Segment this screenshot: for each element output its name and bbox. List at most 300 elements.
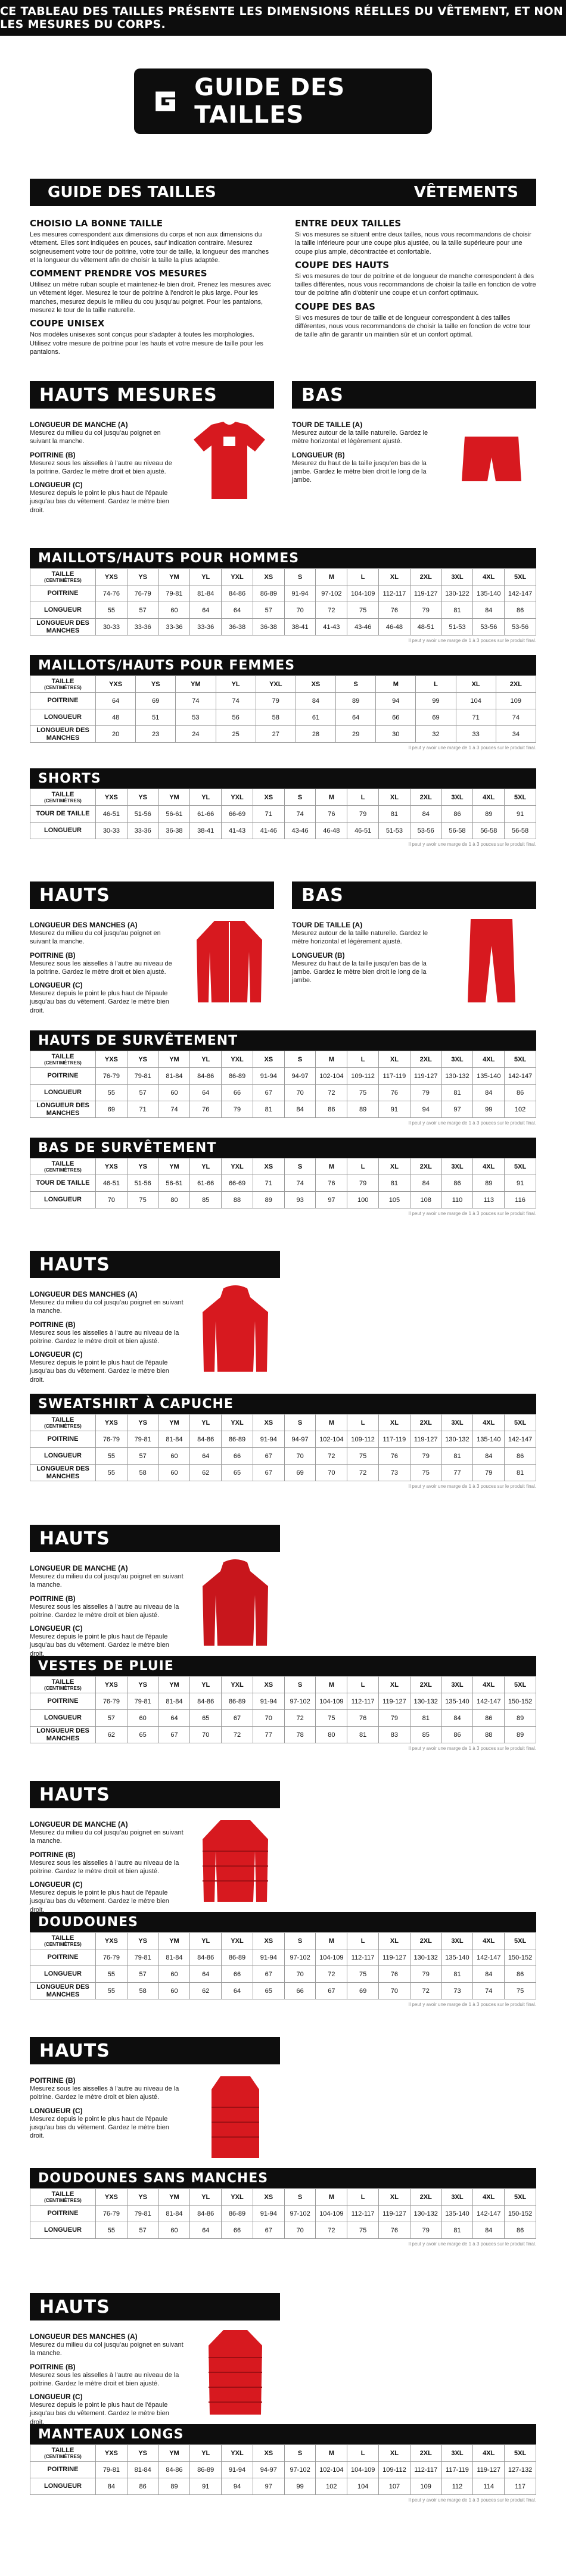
illustration-hoodie — [30, 1251, 280, 1384]
size-value: 70 — [284, 1448, 316, 1465]
size-value: 72 — [347, 1465, 379, 1481]
size-value: 75 — [410, 1465, 441, 1481]
size-value: 64 — [190, 1448, 222, 1465]
size-header: M — [316, 1051, 347, 1068]
size-table — [30, 2424, 536, 2503]
size-value: 70 — [284, 602, 316, 619]
section-label: HAUTS — [30, 1781, 280, 1808]
measure-desc: Mesurez du milieu du col jusqu'au poignet en suivant la manche. — [30, 930, 161, 946]
intro-right-title: VÊTEMENTS — [413, 183, 518, 201]
size-header: XS — [253, 1051, 284, 1068]
measure-desc: Mesurez du haut de la taille jusqu'en bas de la jambe. Gardez le mètre bien droit le long de la jambe. — [292, 459, 427, 484]
size-value: 60 — [158, 1465, 190, 1481]
size-header: 2XL — [410, 2445, 441, 2462]
size-header: 4XL — [473, 1051, 505, 1068]
section-label: HAUTS — [30, 881, 274, 909]
size-value: 86 — [441, 806, 473, 823]
tshirt-icon — [185, 416, 274, 505]
size-value: 81-84 — [158, 1949, 190, 1966]
size-value: 76-79 — [96, 1949, 127, 1966]
size-value: 79-81 — [127, 1068, 158, 1085]
measure-desc: Mesurez depuis le point le plus haut de l'épaule jusqu'au bas du vêtement. Gardez le mètre bien droit. — [30, 990, 169, 1014]
size-value: 86 — [473, 1710, 505, 1727]
size-value: 58 — [256, 709, 296, 726]
unit-label: (CENTIMÈTRES) — [44, 1942, 82, 1947]
size-value: 84-86 — [190, 1068, 222, 1085]
rain-jacket-icon — [191, 1559, 280, 1649]
measure-title: POITRINE (B) — [30, 450, 76, 459]
size-value: 70 — [316, 1465, 347, 1481]
size-value: 99 — [284, 2478, 316, 2495]
size-header: YXL — [222, 1677, 253, 1693]
size-value: 117-119 — [441, 2462, 473, 2478]
logo-band — [0, 36, 566, 167]
size-value: 112 — [441, 2478, 473, 2495]
size-value: 38-41 — [190, 823, 222, 839]
intro-right-col — [295, 214, 536, 356]
measure-desc: Mesurez depuis le point le plus haut de l'épaule jusqu'au bas du vêtement. Gardez le mètre bien droit. — [30, 1633, 169, 1658]
size-value: 72 — [284, 1710, 316, 1727]
size-value: 79-81 — [127, 2206, 158, 2222]
size-value: 104-109 — [316, 1693, 347, 1710]
intro-paragraph: Nos modèles unisexes sont conçus pour s'adapter à toutes les morphologies. Utilisez votre mesure de poitrine pour les hauts et votre mesure de taille pour les pantalons. — [30, 331, 263, 356]
unit-label: (CENTIMÈTRES) — [44, 1686, 82, 1691]
measure-title: LONGUEUR (B) — [292, 951, 345, 960]
size-table — [30, 2168, 536, 2247]
size-header-label — [30, 1677, 96, 1693]
measure-desc: Mesurez du milieu du col jusqu'au poignet en suivant la manche. — [30, 1829, 184, 1845]
illustration-puffer — [30, 1781, 280, 1914]
size-value: 66-69 — [222, 806, 253, 823]
size-value: 27 — [256, 726, 296, 743]
size-value: 84-86 — [190, 1431, 222, 1448]
table-row — [30, 619, 536, 636]
table-row — [30, 1085, 536, 1101]
size-grid — [30, 789, 536, 839]
taille-label: TAILLE — [51, 2191, 74, 2198]
measure-title: LONGUEUR (B) — [292, 450, 345, 459]
table-row — [30, 1448, 536, 1465]
size-value: 74 — [158, 1101, 190, 1118]
size-value: 84-86 — [158, 2462, 190, 2478]
size-header: 5XL — [505, 2189, 536, 2206]
logo — [134, 68, 432, 134]
size-header: 2XL — [410, 2189, 441, 2206]
size-value: 79 — [379, 1710, 410, 1727]
size-value: 67 — [253, 1465, 284, 1481]
size-value: 64 — [96, 693, 136, 709]
size-value: 119-127 — [379, 1693, 410, 1710]
intro-heading: COUPE DES HAUTS — [295, 259, 390, 270]
size-value: 46-51 — [96, 1175, 127, 1192]
size-value: 88 — [473, 1727, 505, 1743]
size-value: 150-152 — [505, 2206, 536, 2222]
size-value: 104-109 — [347, 2462, 379, 2478]
size-header: 3XL — [441, 1677, 473, 1693]
size-value: 119-127 — [410, 1068, 441, 1085]
row-label: POITRINE — [30, 1431, 96, 1448]
measure-desc: Mesurez sous les aisselles à l'autre au niveau de la poitrine. Gardez le mètre droit et bien ajusté. — [30, 2085, 179, 2101]
table-row — [30, 709, 536, 726]
size-header: XL — [379, 1415, 410, 1431]
size-value: 56 — [216, 709, 256, 726]
size-value: 85 — [190, 1192, 222, 1208]
size-value: 76-79 — [96, 1431, 127, 1448]
size-value: 86-89 — [222, 2206, 253, 2222]
size-value: 119-127 — [473, 2462, 505, 2478]
size-header: 4XL — [473, 2445, 505, 2462]
size-value: 57 — [96, 1710, 127, 1727]
size-value: 83 — [379, 1727, 410, 1743]
size-value: 33-36 — [190, 619, 222, 636]
size-value: 84 — [441, 1710, 473, 1727]
size-header: 3XL — [441, 1158, 473, 1175]
size-header: 3XL — [441, 2189, 473, 2206]
size-value: 48 — [96, 709, 136, 726]
row-label: LONGUEUR — [30, 602, 96, 619]
measure-desc: Mesurez sous les aisselles à l'autre au niveau de la poitrine. Gardez le mètre droit et bien ajusté. — [30, 2371, 179, 2387]
size-header: 5XL — [505, 1933, 536, 1949]
size-value: 117 — [505, 2478, 536, 2495]
size-value: 119-127 — [379, 1949, 410, 1966]
size-header: L — [347, 1158, 379, 1175]
table-title: MAILLOTS/HAUTS POUR HOMMES — [30, 548, 536, 568]
taille-label: TAILLE — [51, 791, 74, 798]
table-title: DOUDOUNES SANS MANCHES — [30, 2168, 536, 2188]
size-value: 30-33 — [96, 823, 127, 839]
table-header-row — [30, 2445, 536, 2462]
size-value: 69 — [284, 1465, 316, 1481]
size-value: 72 — [316, 602, 347, 619]
size-value: 66 — [284, 1983, 316, 1999]
unit-label: (CENTIMÈTRES) — [44, 2454, 82, 2459]
table-header-row — [30, 1051, 536, 1068]
size-header: XS — [253, 1158, 284, 1175]
size-header: 3XL — [441, 1415, 473, 1431]
size-value: 57 — [127, 602, 158, 619]
size-value: 53-56 — [473, 619, 505, 636]
size-header: 2XL — [410, 1677, 441, 1693]
size-value: 72 — [410, 1983, 441, 1999]
size-header: YS — [127, 569, 158, 585]
size-value: 79 — [256, 693, 296, 709]
size-value: 64 — [190, 1085, 222, 1101]
size-value: 36-38 — [222, 619, 253, 636]
size-value: 74 — [284, 806, 316, 823]
size-grid — [30, 1676, 536, 1743]
size-value: 20 — [96, 726, 136, 743]
size-value: 67 — [253, 1966, 284, 1983]
size-header: YS — [127, 1415, 158, 1431]
size-value: 57 — [127, 1966, 158, 1983]
size-value: 36-38 — [253, 619, 284, 636]
size-header: YL — [190, 1415, 222, 1431]
size-header: YXS — [96, 1051, 127, 1068]
table-header-row — [30, 1415, 536, 1431]
size-header: 3XL — [441, 569, 473, 585]
pants-icon — [447, 916, 536, 1005]
size-header: XS — [253, 1415, 284, 1431]
margin-footnote: Il peut y avoir une marge de 1 à 3 pouces sur le produit final. — [408, 2497, 536, 2503]
row-label: POITRINE — [30, 2462, 96, 2478]
size-value: 79 — [410, 2222, 441, 2239]
gilet-icon — [191, 2072, 280, 2161]
size-value: 84-86 — [190, 1693, 222, 1710]
size-value: 104 — [456, 693, 496, 709]
size-value: 84 — [473, 602, 505, 619]
size-value: 61-66 — [190, 806, 222, 823]
size-value: 86-89 — [190, 2462, 222, 2478]
puffer-jacket-icon — [191, 1815, 280, 1905]
table-row — [30, 1431, 536, 1448]
measure-desc: Mesurez sous les aisselles à l'autre au niveau de la poitrine. Gardez le mètre droit et bien ajusté. — [30, 960, 172, 976]
size-header: M — [316, 1933, 347, 1949]
size-header: YXL — [222, 569, 253, 585]
measure-desc: Mesurez depuis le point le plus haut de l'épaule jusqu'au bas du vêtement. Gardez le mètre bien droit. — [30, 490, 169, 514]
size-value: 76 — [316, 1175, 347, 1192]
row-label: LONGUEUR — [30, 1085, 96, 1101]
size-header: S — [284, 1158, 316, 1175]
size-header: YXL — [222, 2189, 253, 2206]
size-value: 74-76 — [96, 585, 127, 602]
size-value: 64 — [222, 602, 253, 619]
size-header: YXS — [96, 1415, 127, 1431]
size-value: 46-48 — [379, 619, 410, 636]
size-value: 79 — [410, 1966, 441, 1983]
size-value: 91 — [505, 1175, 536, 1192]
size-header: YXL — [222, 2445, 253, 2462]
taille-label: TAILLE — [51, 1935, 74, 1942]
size-value: 64 — [158, 1710, 190, 1727]
size-value: 38-41 — [284, 619, 316, 636]
size-value: 23 — [136, 726, 176, 743]
size-value: 70 — [284, 2222, 316, 2239]
measure-desc: Mesurez depuis le point le plus haut de l'épaule jusqu'au bas du vêtement. Gardez le mètre bien droit. — [30, 1359, 169, 1384]
size-value: 119-127 — [379, 2206, 410, 2222]
size-header: 4XL — [473, 2189, 505, 2206]
size-value: 33 — [456, 726, 496, 743]
size-value: 81 — [441, 1966, 473, 1983]
size-value: 94 — [222, 2478, 253, 2495]
size-value: 84-86 — [190, 1949, 222, 1966]
size-header: YXL — [222, 1051, 253, 1068]
size-value: 109-112 — [379, 2462, 410, 2478]
measure-desc: Mesurez autour de la taille naturelle. Gardez le mètre horizontal et légèrement ajusté. — [292, 429, 428, 446]
margin-footnote: Il peut y avoir une marge de 1 à 3 pouces sur le produit final. — [408, 1211, 536, 1216]
size-value: 51-53 — [441, 619, 473, 636]
size-value: 28 — [296, 726, 335, 743]
size-header: L — [347, 1415, 379, 1431]
size-header: L — [347, 1051, 379, 1068]
intro-heading: COUPE DES BAS — [295, 301, 375, 312]
size-value: 74 — [496, 709, 536, 726]
size-value: 109 — [410, 2478, 441, 2495]
size-value: 112-117 — [410, 2462, 441, 2478]
illustration-gilet — [30, 2037, 280, 2161]
size-value: 67 — [253, 1448, 284, 1465]
table-row — [30, 602, 536, 619]
top-banner: CE TABLEAU DES TAILLES PRÉSENTE LES DIMENSIONS RÉELLES DU VÊTEMENT, ET NON LES MESURES DU CORPS. — [0, 0, 566, 36]
intro-paragraph: Si vos mesures de tour de taille et de longueur correspondent à des tailles différentes, nous vous recommandons de choisir la taille en fonction de votre tour de taille afin de garantir un maintien sûr et un confort optimal. — [295, 314, 531, 339]
size-grid — [30, 2444, 536, 2495]
size-header: S — [284, 2445, 316, 2462]
size-header: YXL — [222, 1933, 253, 1949]
size-value: 100 — [347, 1192, 379, 1208]
margin-footnote: Il peut y avoir une marge de 1 à 3 pouces sur le produit final. — [408, 1484, 536, 1489]
table-row — [30, 1727, 536, 1743]
size-value: 64 — [336, 709, 376, 726]
row-label: LONGUEUR DES MANCHES — [30, 726, 96, 743]
size-value: 89 — [253, 1192, 284, 1208]
taille-label: TAILLE — [51, 1160, 74, 1167]
measure-desc: Mesurez sous les aisselles à l'autre au niveau de la poitrine. Gardez le mètre droit et bien ajusté. — [30, 1603, 179, 1619]
size-header: XL — [379, 1933, 410, 1949]
size-value: 130-132 — [410, 1693, 441, 1710]
size-value: 66 — [376, 709, 416, 726]
size-value: 72 — [222, 1727, 253, 1743]
size-value: 60 — [158, 1983, 190, 1999]
table-header-row — [30, 1933, 536, 1949]
size-value: 94-97 — [284, 1431, 316, 1448]
size-value: 91 — [190, 2478, 222, 2495]
size-value: 105 — [379, 1192, 410, 1208]
intro-paragraph: Si vos mesures de tour de poitrine et de longueur de manche correspondent à des tailles différentes, nous vous recommandons de choisir la taille en fonction de votre tour de poitrine afin d'obtenir une coupe et un confort optimaux. — [295, 272, 536, 297]
measure-title: LONGUEUR DE MANCHE (A) — [30, 1820, 128, 1829]
size-header: YM — [158, 1677, 190, 1693]
size-value: 74 — [176, 693, 216, 709]
size-value: 65 — [190, 1710, 222, 1727]
size-value: 73 — [441, 1983, 473, 1999]
size-value: 91 — [379, 1101, 410, 1118]
size-header: YXS — [96, 1158, 127, 1175]
margin-footnote: Il peut y avoir une marge de 1 à 3 pouces sur le produit final. — [408, 842, 536, 847]
size-grid — [30, 1414, 536, 1481]
size-value: 60 — [158, 1448, 190, 1465]
measure-title: POITRINE (B) — [30, 951, 76, 960]
tops-measure-block — [30, 381, 274, 515]
size-value: 57 — [127, 1448, 158, 1465]
size-value: 67 — [316, 1983, 347, 1999]
section-label: HAUTS — [30, 1251, 280, 1278]
intro-paragraph: Utilisez un mètre ruban souple et maintenez-le bien droit. Prenez les mesures avec un vêtement léger. Mesurez le tour de poitrine à l'endroit le plus large. Pour les manches, mesurez depuis le milieu du cou jusqu'au poignet. Pour les pantalons, mesurez le tour de la taille naturelle. — [30, 281, 271, 314]
size-value: 74 — [284, 1175, 316, 1192]
taille-label: TAILLE — [51, 1053, 74, 1060]
size-value: 76-79 — [96, 1068, 127, 1085]
size-value: 53-56 — [410, 823, 441, 839]
table-row — [30, 1710, 536, 1727]
size-header: XS — [253, 1677, 284, 1693]
size-value: 69 — [416, 709, 456, 726]
size-header-label — [30, 1415, 96, 1431]
size-header-label — [30, 2189, 96, 2206]
measure-title: TOUR DE TAILLE (A) — [292, 420, 363, 429]
size-header: YS — [127, 1158, 158, 1175]
size-value: 70 — [284, 1966, 316, 1983]
intro-columns — [30, 214, 536, 356]
size-value: 97-102 — [284, 1949, 316, 1966]
size-value: 81 — [379, 1175, 410, 1192]
intro-heading: COUPE UNISEX — [30, 318, 105, 329]
size-value: 135-140 — [441, 2206, 473, 2222]
size-value: 81 — [441, 2222, 473, 2239]
size-header: XS — [296, 676, 335, 693]
size-grid — [30, 1051, 536, 1118]
table-title: MANTEAUX LONGS — [30, 2424, 536, 2444]
size-header: 2XL — [410, 1051, 441, 1068]
size-value: 89 — [158, 2478, 190, 2495]
size-value: 76 — [379, 2222, 410, 2239]
size-header: YXL — [222, 789, 253, 806]
size-header: YS — [127, 1051, 158, 1068]
size-value: 30 — [376, 726, 416, 743]
size-header-label — [30, 569, 96, 585]
row-label: TOUR DE TAILLE — [30, 806, 96, 823]
size-value: 89 — [505, 1710, 536, 1727]
size-value: 55 — [96, 1448, 127, 1465]
size-value: 91-94 — [284, 585, 316, 602]
size-value: 67 — [253, 2222, 284, 2239]
table-header-row — [30, 569, 536, 585]
size-value: 69 — [136, 693, 176, 709]
size-value: 56-61 — [158, 1175, 190, 1192]
size-value: 64 — [222, 1983, 253, 1999]
size-value: 84 — [473, 2222, 505, 2239]
size-value: 56-61 — [158, 806, 190, 823]
size-table — [30, 1394, 536, 1489]
size-value: 81 — [253, 1101, 284, 1118]
size-value: 112-117 — [347, 2206, 379, 2222]
size-value: 86-89 — [222, 1068, 253, 1085]
row-label: LONGUEUR DES MANCHES — [30, 1727, 96, 1743]
size-header: YXS — [96, 1677, 127, 1693]
table-header-row — [30, 1158, 536, 1175]
row-label: POITRINE — [30, 585, 96, 602]
size-header: XL — [379, 1677, 410, 1693]
measure-title: POITRINE (B) — [30, 2076, 76, 2085]
measure-title: LONGUEUR (C) — [30, 481, 83, 490]
size-value: 64 — [190, 2222, 222, 2239]
size-header: M — [316, 2445, 347, 2462]
measure-title: LONGUEUR DES MANCHES (A) — [30, 921, 138, 929]
size-value: 57 — [253, 602, 284, 619]
size-value: 71 — [456, 709, 496, 726]
size-header: M — [376, 676, 416, 693]
size-value: 110 — [441, 1192, 473, 1208]
size-header: YXS — [96, 1933, 127, 1949]
size-header: YL — [190, 1677, 222, 1693]
measure-desc: Mesurez depuis le point le plus haut de l'épaule jusqu'au bas du vêtement. Gardez le mètre bien droit. — [30, 1889, 169, 1914]
size-value: 76 — [379, 1966, 410, 1983]
row-label: LONGUEUR — [30, 1448, 96, 1465]
logo-text: GUIDE DES TAILLES — [194, 74, 346, 129]
size-value: 89 — [347, 1101, 379, 1118]
size-value: 51-56 — [127, 1175, 158, 1192]
size-value: 62 — [96, 1727, 127, 1743]
size-header: YS — [127, 1677, 158, 1693]
size-value: 93 — [284, 1192, 316, 1208]
taille-label: TAILLE — [51, 2447, 74, 2454]
size-value: 81 — [441, 1448, 473, 1465]
measure-title: LONGUEUR DES MANCHES (A) — [30, 1290, 138, 1298]
size-value: 88 — [222, 1192, 253, 1208]
size-value: 79-81 — [127, 1693, 158, 1710]
size-value: 80 — [158, 1192, 190, 1208]
size-value: 108 — [410, 1192, 441, 1208]
size-value: 81-84 — [190, 585, 222, 602]
measure-desc: Mesurez du milieu du col jusqu'au poignet en suivant la manche. — [30, 1573, 184, 1589]
intro-heading: COMMENT PRENDRE VOS MESURES — [30, 268, 207, 279]
size-value: 142-147 — [505, 585, 536, 602]
